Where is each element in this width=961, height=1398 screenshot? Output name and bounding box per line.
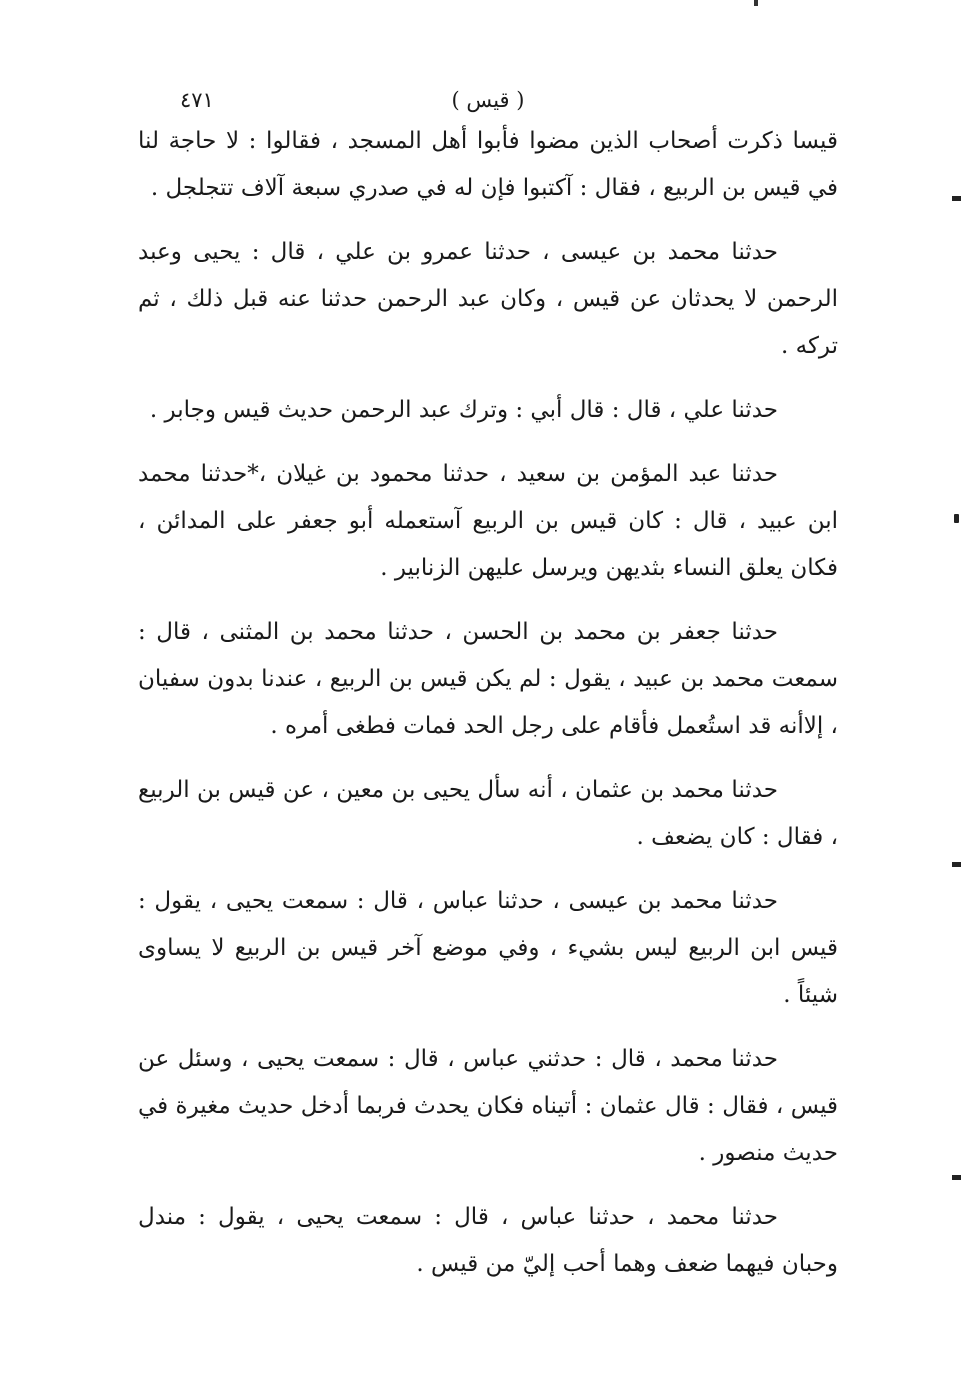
paragraph: حدثنا محمد بن عثمان ، أنه سأل يحيى بن معين ، عن قيس بن الربيع ، فقال : كان يضعف . — [138, 777, 838, 850]
paragraph: حدثنا جعفر بن محمد بن الحسن ، حدثنا محمد بن المثنى ، قال : سمعت محمد بن عبيد ، يقول : لم يكن قيس بن الربيع ، عندنا بدون سفيان ، إلاأنه قد استُعمل فأقام على رجل الحد فمات فطغى أمره . — [138, 619, 838, 739]
paragraph: حدثنا محمد بن عيسى ، حدثنا عباس ، قال : سمعت يحيى ، يقول : قيس ابن الربيع ليس بشيء ، وفي موضع آخر قيس بن الربيع لا يساوى شيئاً . — [138, 888, 838, 1008]
paragraph: حدثنا علي ، قال : قال أبي : وترك عبد الرحمن حديث قيس وجابر . — [149, 397, 778, 423]
scan-speck — [754, 0, 758, 6]
paragraph: قيسا ذكرت أصحاب الذين مضوا فأبوا أهل المسجد ، فقالوا : لا حاجة لنا في قيس بن الربيع ، فقال : آكتبوا فإن له في صدري سبعة آلاف تتجلجل . — [138, 128, 838, 201]
margin-mark — [952, 196, 961, 201]
main-text — [138, 118, 838, 1305]
margin-mark — [952, 1175, 961, 1180]
page-number: ٤٧١ — [180, 88, 214, 112]
margin-mark — [954, 514, 959, 523]
section-title: ( قيس ) — [451, 88, 525, 112]
paragraph: حدثنا محمد ، حدثنا عباس ، قال : سمعت يحيى ، يقول : مندل وحبان فيهما ضعف وهما أحب إليّ من قيس . — [138, 1204, 838, 1277]
paragraph: حدثنا محمد بن عيسى ، حدثنا عمرو بن علي ، قال : يحيى وعبد الرحمن لا يحدثان عن قيس ، وكان عبد الرحمن حدثنا عنه قبل ذلك ، ثم تركه . — [138, 239, 838, 359]
paragraph: حدثنا عبد المؤمن بن سعيد ، حدثنا محمود بن غيلان ،*حدثنا محمد ابن عبيد ، قال : كان قيس بن الربيع آستعمله أبو جعفر على المدائن ، فكان يعلق النساء بثديهن ويرسل عليهن الزنابير . — [138, 461, 838, 581]
paragraph: حدثنا محمد ، قال : حدثني عباس ، قال : سمعت يحيى ، وسئل عن قيس ، فقال : قال عثمان : أتيناه فكان يحدث فربما أدخل حديث مغيرة في حديث منصور . — [138, 1046, 838, 1166]
running-header — [138, 88, 838, 120]
margin-mark — [952, 862, 961, 867]
